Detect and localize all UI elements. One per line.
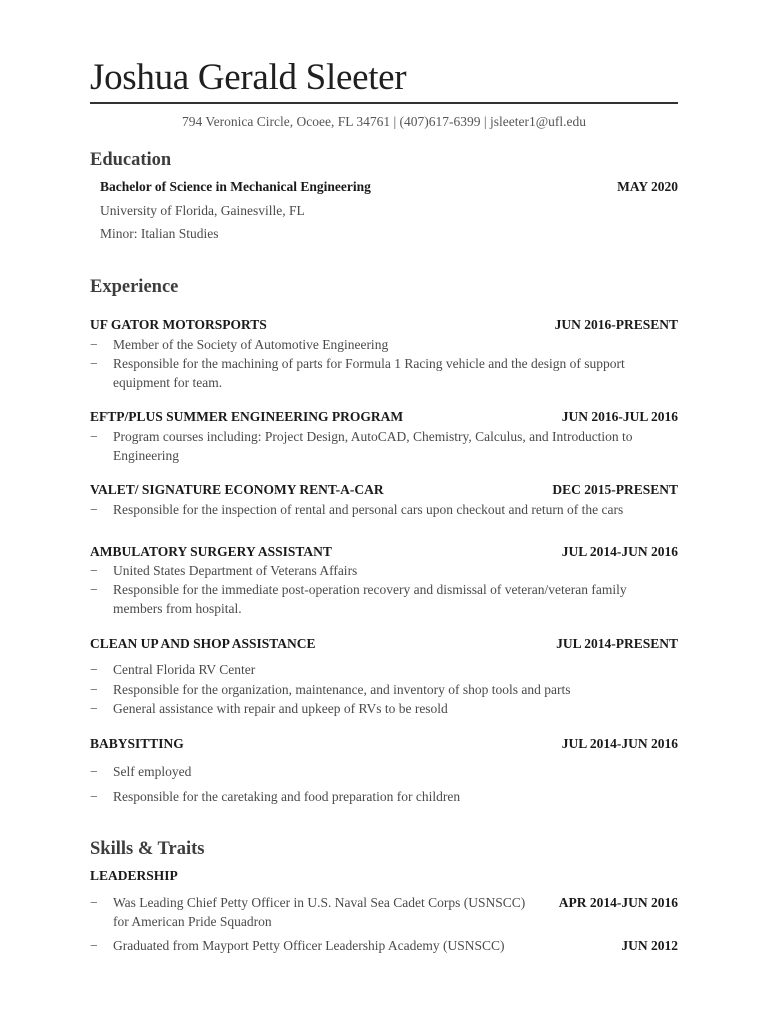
resume-name: Joshua Gerald Sleeter: [90, 57, 407, 98]
bullet-dash: −: [90, 563, 98, 578]
bullet-dash: −: [90, 895, 98, 910]
bullet-text: Responsible for the immediate post-operation recovery and dismissal of veteran/veteran family members from hospital.: [113, 582, 627, 616]
bullet-text: Responsible for the machining of parts for Formula 1 Racing vehicle and the design of support equipment for team.: [113, 356, 625, 390]
bullet-dash: −: [90, 582, 98, 597]
bullet-text: United States Department of Veterans Affairs: [113, 563, 358, 578]
bullet-dash: −: [90, 502, 98, 517]
job-header: [90, 544, 678, 560]
job-date: DEC 2015-PRESENT: [552, 482, 678, 497]
skills-heading: Skills & Traits: [90, 839, 205, 859]
job-date: JUL 2014-JUN 2016: [561, 736, 678, 751]
bullet-text: General assistance with repair and upkeep of RVs to be resold: [113, 701, 448, 716]
bullet-text: Was Leading Chief Petty Officer in U.S. Naval Sea Cadet Corps (USNSCC) for American Pride Squadron: [113, 895, 526, 929]
bullet-dash: −: [90, 764, 98, 779]
bullet-dash: −: [90, 789, 98, 804]
bullet-dash: −: [90, 429, 98, 444]
skill-date: APR 2014-JUN 2016: [558, 895, 678, 910]
job-date: JUN 2016-PRESENT: [554, 317, 678, 332]
bullet-text: Responsible for the caretaking and food preparation for children: [113, 789, 461, 804]
education-minor: Minor: Italian Studies: [100, 226, 219, 241]
experience-heading: Experience: [90, 277, 179, 297]
skill-date: JUN 2012: [621, 938, 678, 953]
job-header: [90, 409, 678, 425]
degree-title: Bachelor of Science in Mechanical Engineering: [100, 179, 371, 194]
job-header: [90, 317, 678, 333]
job-date: JUN 2016-JUL 2016: [561, 409, 678, 424]
job-date: JUL 2014-PRESENT: [556, 636, 678, 651]
bullet-text: Central Florida RV Center: [113, 662, 256, 677]
bullet-text: Self employed: [113, 764, 192, 779]
education-heading: Education: [90, 150, 172, 170]
job-header: [90, 736, 678, 752]
contact-line: 794 Veronica Circle, Ocoee, FL 34761 | (407)617-6399 | jsleeter1@ufl.edu: [182, 114, 586, 129]
job-header: [90, 636, 678, 652]
bullet-text: Graduated from Mayport Petty Officer Leadership Academy (USNSCC): [113, 938, 505, 953]
job-title: AMBULATORY SURGERY ASSISTANT: [90, 544, 332, 559]
job-header: [90, 482, 678, 498]
job-title: UF GATOR MOTORSPORTS: [90, 317, 267, 332]
bullet-text: Member of the Society of Automotive Engineering: [113, 337, 389, 352]
job-title: EFTP/PLUS SUMMER ENGINEERING PROGRAM: [90, 409, 404, 424]
bullet-dash: −: [90, 337, 98, 352]
job-date: JUL 2014-JUN 2016: [561, 544, 678, 559]
bullet-text: Program courses including: Project Design, AutoCAD, Chemistry, Calculus, and Introduction to Engineering: [113, 429, 633, 463]
job-title: BABYSITTING: [90, 736, 184, 751]
job-title: VALET/ SIGNATURE ECONOMY RENT-A-CAR: [90, 482, 384, 497]
header-divider: [90, 102, 678, 104]
education-school: University of Florida, Gainesville, FL: [100, 203, 305, 218]
skills-subheading: LEADERSHIP: [90, 868, 178, 883]
bullet-dash: −: [90, 662, 98, 677]
bullet-dash: −: [90, 701, 98, 716]
bullet-text: Responsible for the inspection of rental and personal cars upon checkout and return of the cars: [113, 502, 624, 517]
bullet-dash: −: [90, 682, 98, 697]
bullet-dash: −: [90, 938, 98, 953]
job-title: CLEAN UP AND SHOP ASSISTANCE: [90, 636, 316, 651]
bullet-dash: −: [90, 356, 98, 371]
degree-date: MAY 2020: [617, 179, 678, 194]
bullet-text: Responsible for the organization, maintenance, and inventory of shop tools and parts: [113, 682, 571, 697]
education-degree-row: [100, 179, 678, 195]
